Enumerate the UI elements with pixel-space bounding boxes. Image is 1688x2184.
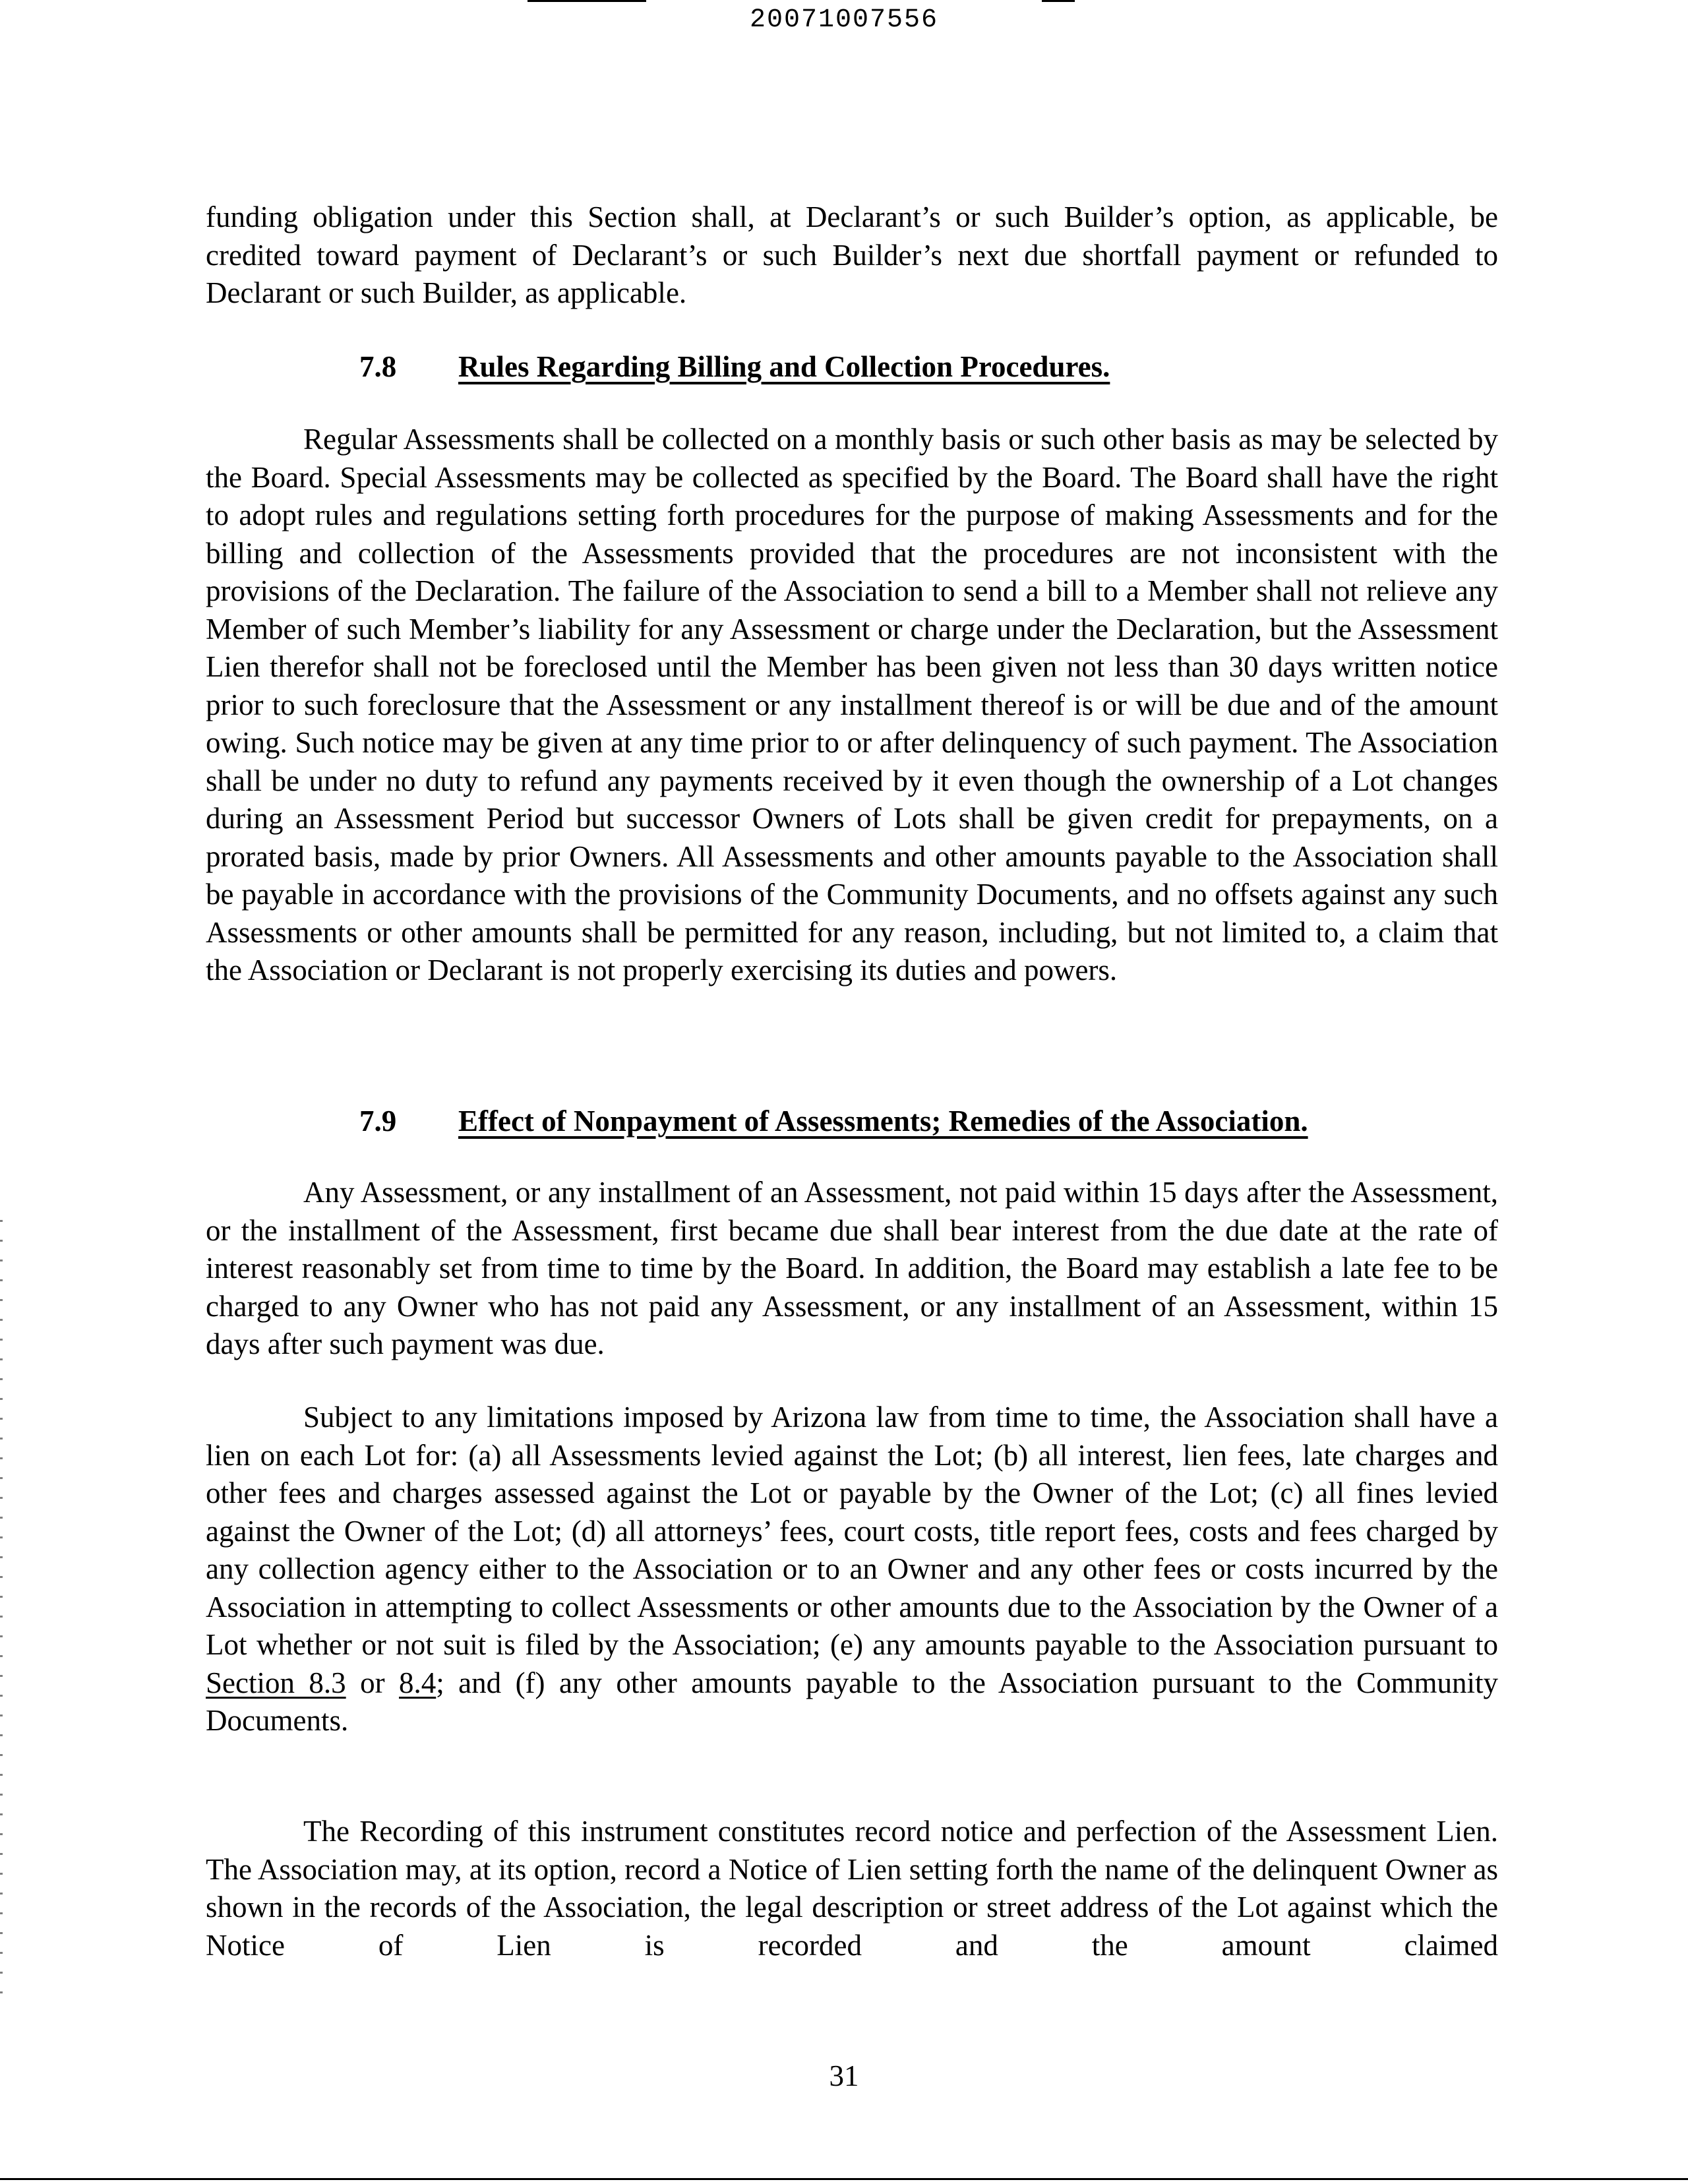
continuation-paragraph-block bbox=[206, 198, 1498, 313]
section-7-8-body bbox=[206, 421, 1498, 990]
section-7-9-paragraph-2 bbox=[206, 1399, 1498, 1740]
scan-mark-top-right bbox=[1042, 0, 1075, 2]
document-number: 20071007556 bbox=[749, 5, 939, 35]
scan-edge-marks bbox=[0, 1220, 3, 2011]
section-7-9-paragraph-1: Any Assessment, or any installment of an Assessment, not paid within 15 days after the Assessment, or the installment of the Assessment, first became due shall bear interest from the due date at the rate of interest reasonably set from time to time by the Board. In addition, the Board may establish a late fee to be charged to any Owner who has not paid any Assessment, or any installment of an Assessment, within 15 days after such payment was due. bbox=[206, 1176, 1498, 1360]
section-7-9-body-1 bbox=[206, 1174, 1498, 1364]
section-number: 7.9 bbox=[359, 1105, 397, 1138]
section-8-3-reference: Section 8.3 bbox=[206, 1666, 346, 1699]
scan-mark-top-left bbox=[528, 0, 646, 2]
lien-text-part-2: or bbox=[346, 1666, 399, 1699]
lien-text-part-1: Subject to any limitations imposed by Arizona law from time to time, the Association shall have a lien on each Lot for: (a) all Assessments levied against the Lot; (b) all interest, lien fees, late charges and other fees and charges assessed against the Lot or payable by the Owner of the Lot; (c) all fines levied against the Owner of the Lot; (d) all attorneys’ fees, court costs, title report fees, costs and fees charged by any collection agency either to the Association or to an Owner and any other fees or costs incurred by the Association in attempting to collect Assessments or other amounts due to the Association by the Owner of a Lot whether or not suit is filed by the Association; (e) any amounts payable to the Association pursuant to bbox=[206, 1401, 1498, 1661]
section-7-9-body-3 bbox=[206, 1813, 1498, 1964]
section-heading-7-9 bbox=[359, 1103, 1308, 1140]
section-8-4-reference: 8.4 bbox=[399, 1666, 437, 1699]
section-number: 7.8 bbox=[359, 350, 397, 383]
section-title: Effect of Nonpayment of Assessments; Remedies of the Association. bbox=[458, 1105, 1308, 1138]
continuation-paragraph: funding obligation under this Section shall, at Declarant’s or such Builder’s option, as applicable, be credited toward payment of Declarant’s or such Builder’s next due shortfall payment or refunded to Declarant or such Builder, as applicable. bbox=[206, 200, 1498, 309]
section-7-8-paragraph: Regular Assessments shall be collected on a monthly basis or such other basis as may be selected by the Board. Special Assessments may be collected as specified by the Board. The Board shall have the right to adopt rules and regulations setting forth procedures for the purpose of making Assessments and for the billing and collection of the Assessments provided that the procedures are not inconsistent with the provisions of the Declaration. The failure of the Association to send a bill to a Member shall not relieve any Member of such Member’s liability for any Assessment or charge under the Declaration, but the Assessment Lien therefor shall not be foreclosed until the Member has been given not less than 30 days written notice prior to such foreclosure that the Assessment or any installment thereof is or will be due and of the amount owing. Such notice may be given at any time prior to or after delinquency of such payment. The Association shall be under no duty to refund any payments received by it even though the ownership of a Lot changes during an Assessment Period but successor Owners of Lots shall be given credit for prepayments, on a prorated basis, made by prior Owners. All Assessments and other amounts payable to the Association shall be payable in accordance with the provisions of the Community Documents, and no offsets against any such Assessments or other amounts shall be permitted for any reason, including, but not limited to, a claim that the Association or Declarant is not properly exercising its duties and powers. bbox=[206, 423, 1498, 986]
lien-text-part-3: ; and (f) any other amounts payable to the Association pursuant to the Community Documents. bbox=[206, 1666, 1498, 1737]
section-title: Rules Regarding Billing and Collection Procedures. bbox=[458, 350, 1110, 383]
scan-bottom-edge bbox=[0, 2178, 1688, 2180]
section-7-9-body-2 bbox=[206, 1399, 1498, 1740]
page-number: 31 bbox=[829, 2059, 859, 2092]
section-7-9-paragraph-3: The Recording of this instrument constitutes record notice and perfection of the Assessment Lien. The Association may, at its option, record a Notice of Lien setting forth the name of the delinquent Owner as shown in the records of the Association, the legal description or street address of the Lot against which the Notice of Lien is recorded and the amount claimed bbox=[206, 1815, 1498, 1962]
section-heading-7-8 bbox=[359, 348, 1110, 386]
